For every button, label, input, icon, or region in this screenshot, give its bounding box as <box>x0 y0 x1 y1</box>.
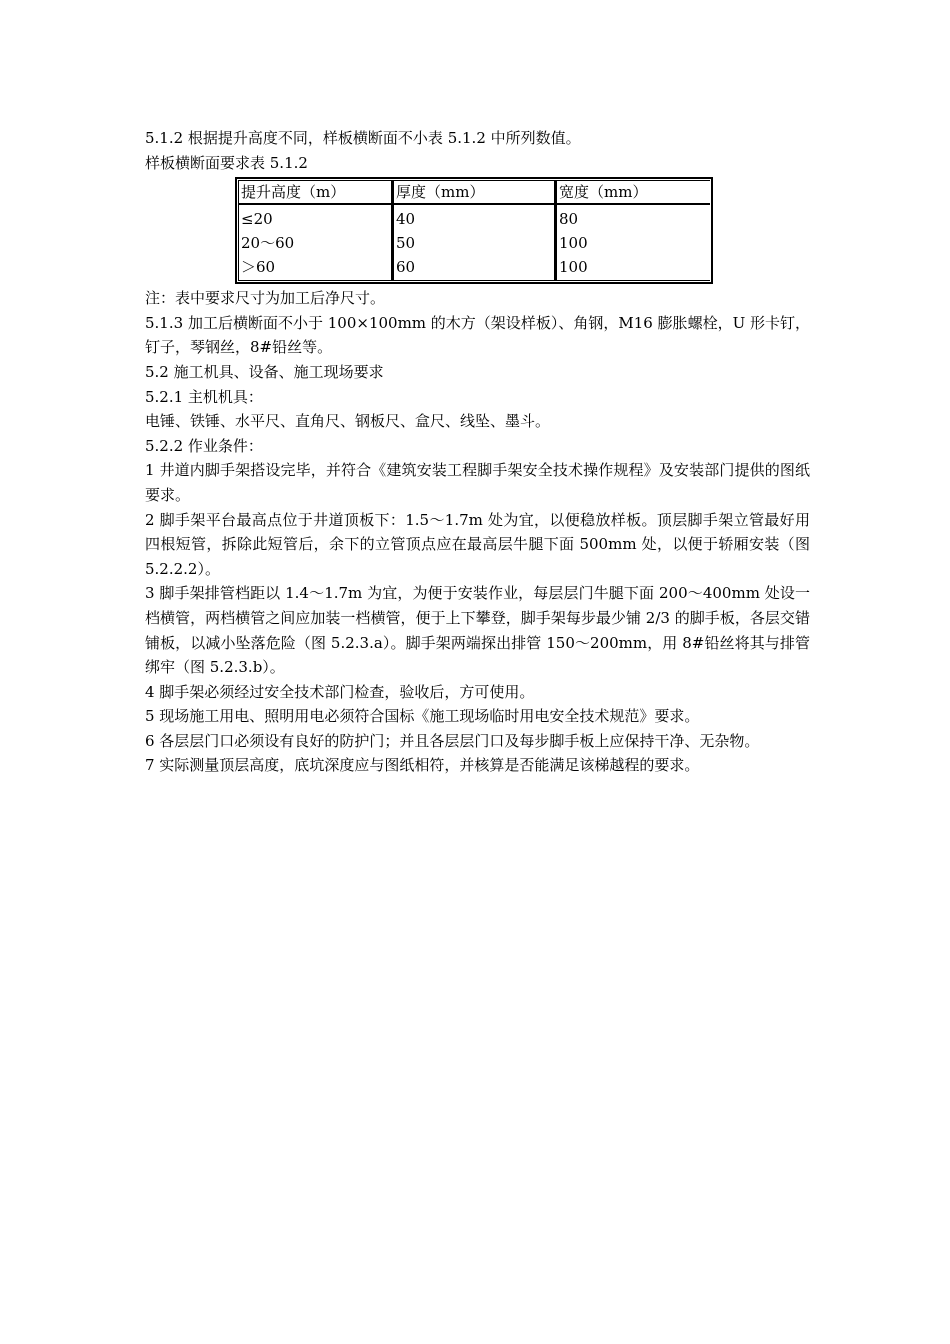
condition-item-7: 7 实际测量顶层高度，底坑深度应与图纸相符，并核算是否能满足该梯越程的要求。 <box>145 756 700 775</box>
spec-table-frame <box>235 177 713 284</box>
condition-item-5: 5 现场施工用电、照明用电必须符合国标《施工现场临时用电安全技术规范》要求。 <box>145 707 700 726</box>
clause-5-2-2-heading: 5.2.2 作业条件： <box>145 436 263 455</box>
table-cell: 100 <box>556 256 710 281</box>
condition-item-4: 4 脚手架必须经过安全技术部门检查，验收后，方可使用。 <box>145 682 535 701</box>
table-cell: 40 <box>393 205 556 232</box>
condition-item-3: 3 脚手架排管档距以 1.4～1.7m 为宜，为便于安装作业，每层层门牛腿下面 200～400mm 处设一档横管，两档横管之间应加装一档横管，便于上下攀登，脚手架每步最少铺 2/3 的脚手板，各层交错铺板，以减小坠落危险（图 5.2.3.a）。脚手架两端探出排管 150～200mm，用 8#铅丝将其与排管绑牢（图 5.2.3.b）。 <box>145 584 810 677</box>
table-row <box>238 256 710 281</box>
section-5-2-heading: 5.2 施工机具、设备、施工现场要求 <box>145 362 384 381</box>
table-caption: 样板横断面要求表 5.1.2 <box>145 153 308 172</box>
table-cell: ≤20 <box>238 205 393 232</box>
table-cell: 60 <box>393 256 556 281</box>
clause-5-1-3: 5.1.3 加工后横断面不小于 100×100mm 的木方（架设样板）、角钢，M16 膨胀螺栓，U 形卡钉，钉子，琴钢丝，8#铅丝等。 <box>145 313 810 357</box>
table-header-width: 宽度（mm） <box>556 180 710 205</box>
condition-item-6: 6 各层层门口必须设有良好的防护门；并且各层层门口及每步脚手板上应保持干净、无杂物。 <box>145 731 760 750</box>
table-cell: 100 <box>556 232 710 256</box>
document-page <box>145 126 810 778</box>
table-header-row <box>238 180 710 205</box>
tool-list: 电锤、铁锤、水平尺、直角尺、钢板尺、盒尺、线坠、墨斗。 <box>145 412 551 431</box>
table-cell: 50 <box>393 232 556 256</box>
clause-5-2-1-heading: 5.2.1 主机机具： <box>145 387 263 406</box>
condition-item-1: 1 井道内脚手架搭设完毕，并符合《建筑安装工程脚手架安全技术操作规程》及安装部门提供的图纸要求。 <box>145 461 810 504</box>
table-note: 注：表中要求尺寸为加工后净尺寸。 <box>145 289 386 308</box>
condition-item-2: 2 脚手架平台最高点位于井道顶板下：1.5～1.7m 处为宜，以便稳放样板。顶层脚手架立管最好用四根短管，拆除此短管后，余下的立管顶点应在最高层牛腿下面 500mm 处，以便于轿厢安装（图 5.2.2.2）。 <box>145 510 810 578</box>
clause-5-1-2: 5.1.2 根据提升高度不同，样板横断面不小表 5.1.2 中所列数值。 <box>145 129 581 147</box>
table-cell: ＞60 <box>238 256 393 281</box>
table-header-thickness: 厚度（mm） <box>393 180 556 205</box>
table-row <box>238 205 710 232</box>
spec-table <box>238 180 710 281</box>
table-row <box>238 232 710 256</box>
table-cell: 20～60 <box>238 232 393 256</box>
table-cell: 80 <box>556 205 710 232</box>
table-header-height: 提升高度（m） <box>238 180 393 205</box>
